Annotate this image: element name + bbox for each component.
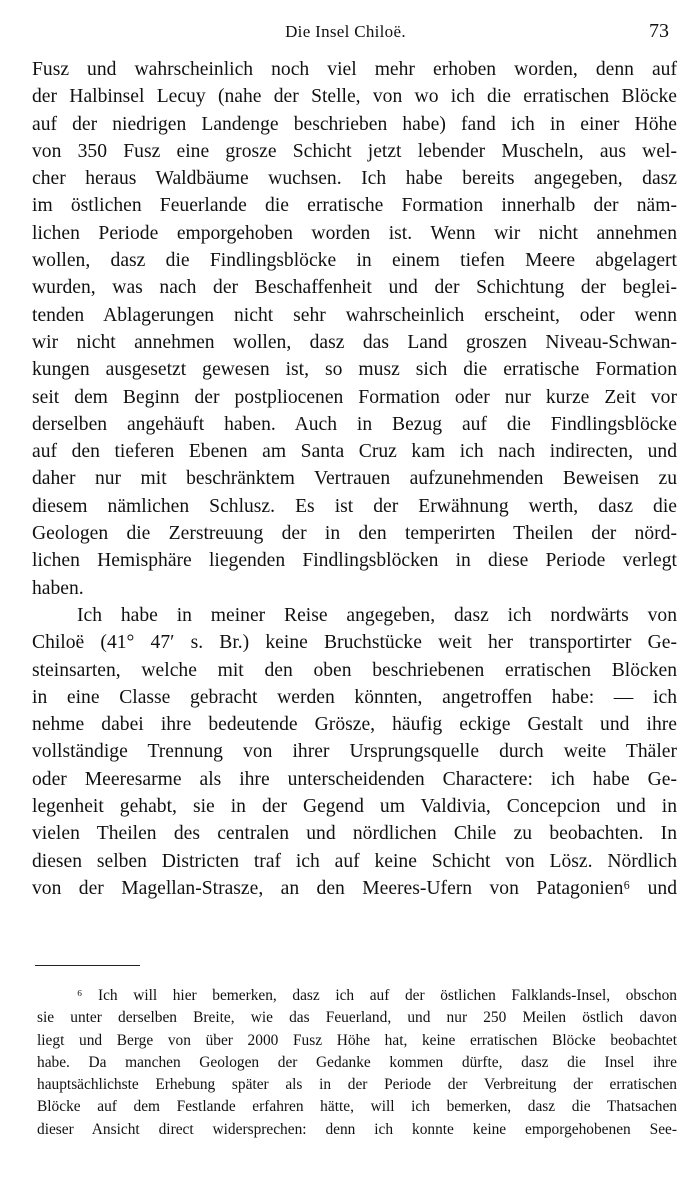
- page-number: 73: [649, 20, 669, 42]
- footnote: [37, 985, 677, 1141]
- footnote-line: habe. Da manchen Geologen der Gedanke kommen dürfte, dasz die Insel ihre: [37, 1053, 677, 1071]
- text-line: kungen ausgesetzt gewesen ist, so musz sich die erratische Formation: [32, 359, 677, 381]
- running-title: Die Insel Chiloë.: [285, 22, 406, 41]
- text-line: Geologen die Zerstreuung der in den temperirten Theilen der nörd-: [32, 523, 677, 545]
- text-line: lichen Hemisphäre liegenden Findlingsblöcken in diese Periode verlegt: [32, 550, 677, 572]
- text-line: nehme dabei ihre bedeutende Grösze, häufig eckige Gestalt und ihre: [32, 714, 677, 736]
- text-line: der Halbinsel Lecuy (nahe der Stelle, von wo ich die erratischen Blöcke: [32, 86, 677, 108]
- text-line: auf der niedrigen Landenge beschrieben habe) fand ich in einer Höhe: [32, 113, 677, 135]
- text-line: derselben angehäuft haben. Auch in Bezug auf die Findlingsblöcke: [32, 413, 677, 435]
- page-header: [0, 18, 691, 48]
- text-line: in eine Classe gebracht werden könnten, angetroffen habe: — ich: [32, 686, 677, 708]
- text-line: lichen Periode emporgehoben worden ist. Wenn wir nicht annehmen: [32, 222, 677, 244]
- text-line: cher heraus Waldbäume wuchsen. Ich habe bereits angegeben, dasz: [32, 168, 677, 190]
- footnote-line: ⁶ Ich will hier bemerken, dasz ich auf der östlichen Falklands-Insel, obschon: [77, 987, 677, 1004]
- text-line: Fusz und wahrscheinlich noch viel mehr erhoben worden, denn auf: [32, 59, 677, 80]
- footnote-divider: [35, 965, 140, 966]
- text-line: auf den tieferen Ebenen am Santa Cruz kam ich nach indirecten, und: [32, 441, 677, 463]
- footnote-line: sie unter derselben Breite, wie das Feuerland, und nur 250 Meilen östlich davon: [37, 1009, 677, 1027]
- text-line: seit dem Beginn der postpliocenen Formation oder nur kurze Zeit vor: [32, 386, 677, 408]
- text-line: wurden, was nach der Beschaffenheit und der Schichtung der beglei-: [32, 277, 677, 299]
- footnote-line: dieser Ansicht direct widersprechen: denn ich konnte keine emporgehobenen See-: [37, 1120, 677, 1138]
- footnote-line: liegt und Berge von über 2000 Fusz Höhe hat, keine erratischen Blöcke beobachtet: [37, 1031, 677, 1049]
- text-line: von der Magellan-Strasze, an den Meeres-Ufern von Patagonien⁶ und: [32, 877, 677, 899]
- text-line: daher nur mit beschränktem Vertrauen aufzunehmenden Beweisen zu: [32, 468, 677, 490]
- text-line: steinsarten, welche mit den oben beschriebenen erratischen Blöcken: [32, 659, 677, 681]
- text-line: vollständige Trennung von ihrer Ursprungsquelle durch weite Thäler: [32, 741, 677, 763]
- text-line: im östlichen Feuerlande die erratische Formation innerhalb der näm-: [32, 195, 677, 217]
- main-text: [32, 56, 677, 902]
- footnote-line: hauptsächlichste Erhebung später als in der Periode der Verbreitung der erratischen: [37, 1076, 677, 1094]
- footnote-line: Blöcke auf dem Festlande erfahren hätte, will ich bemerken, dasz die Thatsachen: [37, 1098, 677, 1116]
- text-line: Chiloë (41° 47′ s. Br.) keine Bruchstücke weit her transportirter Ge-: [32, 632, 677, 654]
- text-line: von 350 Fusz eine grosze Schicht jetzt lebender Muscheln, aus wel-: [32, 140, 677, 162]
- paragraph-start-line: Ich habe in meiner Reise angegeben, dasz ich nordwärts von: [77, 604, 677, 626]
- text-line: tenden Ablagerungen nicht sehr wahrscheinlich erscheint, oder wenn: [32, 304, 677, 326]
- text-line: diesen selben Districten traf ich auf keine Schicht von Lösz. Nördlich: [32, 850, 677, 872]
- text-line: wollen, dasz die Findlingsblöcke in einem tiefen Meere abgelagert: [32, 250, 677, 272]
- text-line: diesem nämlichen Schlusz. Es ist der Erwähnung werth, dasz die: [32, 495, 677, 517]
- text-line: oder Meeresarme als ihre unterscheidenden Charactere: ich habe Ge-: [32, 768, 677, 790]
- text-line: legenheit gehabt, sie in der Gegend um Valdivia, Concepcion und in: [32, 796, 677, 818]
- paragraph-end-line: haben.: [32, 577, 84, 599]
- text-line: wir nicht annehmen wollen, dasz das Land groszen Niveau-Schwan-: [32, 331, 677, 353]
- text-line: vielen Theilen des centralen und nördlichen Chile zu beobachten. In: [32, 823, 677, 845]
